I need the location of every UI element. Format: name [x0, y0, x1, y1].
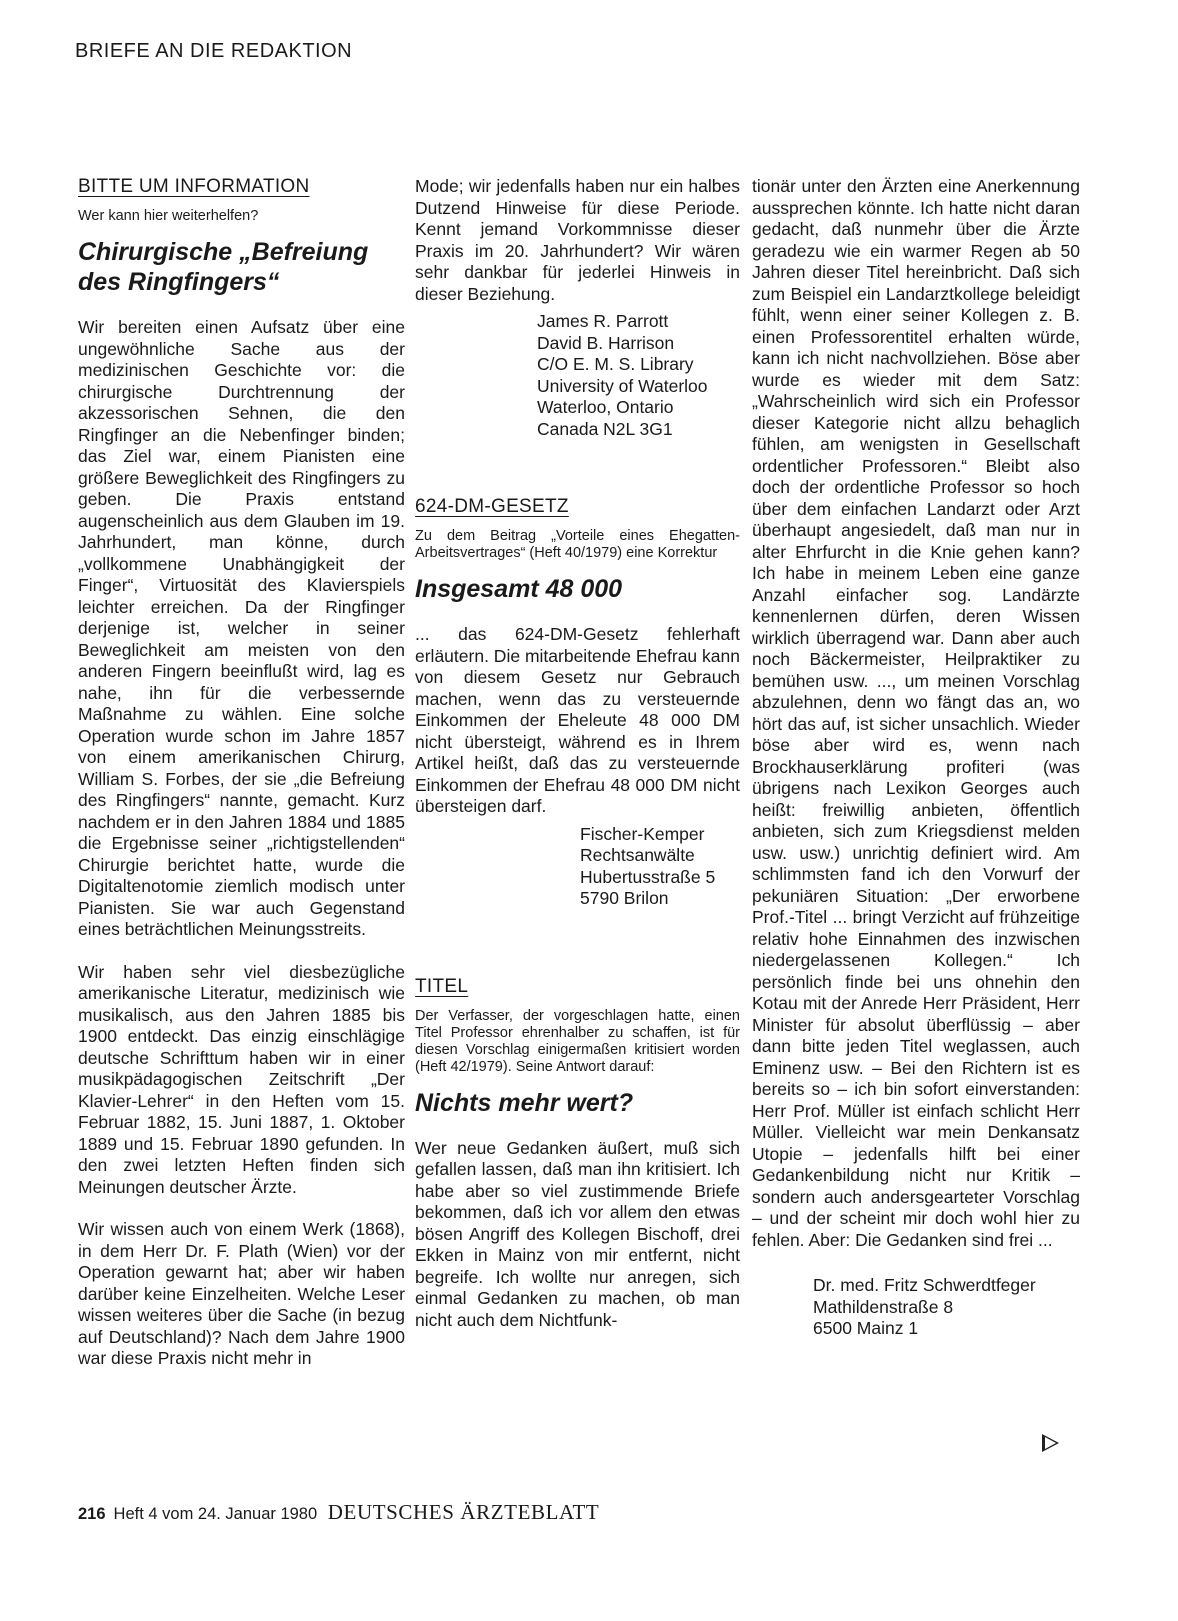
- section-heading-dm-gesetz: 624-DM-GESETZ: [415, 496, 569, 517]
- signature-line: 5790 Brilon: [580, 888, 669, 908]
- issue-info: Heft 4 vom 24. Januar 1980: [113, 1505, 318, 1523]
- signature-line: David B. Harrison: [537, 332, 675, 353]
- signature-line: Rechtsanwälte: [580, 845, 695, 865]
- continue-arrow-icon: [1042, 1434, 1059, 1452]
- article-headline: Chirurgische „Befreiung des Ringfingers“: [78, 238, 369, 296]
- signature-line: 6500 Mainz 1: [813, 1318, 919, 1338]
- column-2: [415, 176, 740, 1331]
- signature-line: Mathildenstraße 8: [813, 1296, 954, 1317]
- signature-block: [580, 824, 740, 910]
- article-intro: Zu dem Beitrag „Vorteile eines Ehegatten-Arbeitsvertrages“ (Heft 40/1979) eine Korrektur: [415, 528, 740, 561]
- page-number: 216: [78, 1505, 106, 1523]
- column-3: [752, 176, 1080, 1340]
- signature-line: Fischer-Kemper: [580, 823, 705, 844]
- section-heading-information: BITTE UM INFORMATION: [78, 176, 310, 197]
- article-intro: Wer kann hier weiterhelfen?: [78, 208, 259, 224]
- signature-line: Canada N2L 3G1: [537, 418, 673, 439]
- signature-line: C/O E. M. S. Library: [537, 354, 694, 374]
- paragraph: Wir haben sehr viel diesbezügliche amerikanische Literatur, medizinisch wie musikalisch, aus den Jahren 1885 bis 1900 entdeckt. Das einzig einschlägige deutsche Schrifttum haben wir in einer musikpädagogischen Zeitschrift „Der Klavier-Lehrer“ in den Heften vom 15. Februar 1882, 15. Juni 1887, 1. Oktober 1889 und 15. Februar 1890 gefunden. In den zwei letzten Heften finden sich Meinungen deutscher Ärzte.: [78, 961, 405, 1197]
- paragraph: tionär unter den Ärzten eine Anerkennung aussprechen könnte. Ich hatte nicht daran gedacht, daß nunmehr über die Ärzte geradezu wie ein warmer Regen ab 50 Jahren dieser Titel hereinbricht. Daß sich zum Beispiel ein Landarztkollege beleidigt fühlt, wenn einer seiner Kollegen z. B. einen Professorentitel erhalten würde, kann ich nicht nachvollziehen. Böse aber wurde es wieder mit dem Satz: „Wahrscheinlich wird sich ein Professor dieser Kategorie nicht allzu behaglich fühlen, am wenigsten in Gesellschaft ordentlicher Professoren.“ Bleibt also doch der ordentliche Professor so hoch über dem einfachen Landarzt oder Arzt überhaupt angesiedelt, daß man nur in alter Ehrfurcht in die Knie gehen kann? Ich habe in meinem Leben eine ganze Anzahl einfacher sog. Landärzte kennenlernen dürfen, deren Wissen wirklich überragend war. Dann aber auch noch Bäckermeister, Heilpraktiker zu bemühen usw. ..., um meinen Vorschlag abzulehnen, denn wo fängt das an, wo hört das auf, ist sicher unsachlich. Wieder böse aber wird es, wenn nach Brockhauserklärung profiteri (was übrigens nach Lexikon Georges auch heißt: freiwillig anbieten, öffentlich anbieten, sich zum Kriegsdienst melden usw. usw.) unrichtig definiert wird. Am schlimmsten fand ich den Vorwurf der pekuniären Situation: „Der erworbene Prof.-Titel ... bringt Verzicht auf frühzeitige relativ hohe Einnahmen des inzwischen niedergelassenen Kollegen.“ Ich persönlich finde bei uns ohnehin den Kotau mit der Anrede Herr Präsident, Herr Minister für absolut überflüssig – aber dann bitte jeden Titel weglassen, auch Eminenz usw. – Bei den Richtern ist es bereits so – ich bin sofort einverstanden: Herr Prof. Müller ist einfach schlicht Herr Müller. Vielleicht war mein Denkansatz Utopie – jedenfalls hilft bei einer Gedankenbildung nicht nur Kritik – sondern auch andersgearteter Vorschlag – und der scheint mir doch wohl hier zu fehlen. Aber: Die Gedanken sind frei ...: [752, 176, 1080, 1250]
- paragraph: Wir bereiten einen Aufsatz über eine ungewöhnliche Sache aus der medizinischen Geschichte vor: die chirurgische Durchtrennung der akzessorischen Sehnen, die den Ringfinger an die Nebenfinger binden; das Ziel war, einem Pianisten eine größere Beweglichkeit des Ringfingers zu geben. Die Praxis entstand augenscheinlich aus dem Glauben im 19. Jahrhundert, man könne, durch „vollkommene Unabhängigkeit der Finger“, Virtuosität des Klavierspiels leichter erreichen. Da der Ringfinger derjenige ist, welcher in seiner Beweglichkeit am meisten von den anderen Fingern beeinflußt wird, lag es nahe, ihn für die verbessernde Maßnahme zu wählen. Eine solche Operation wurde schon im Jahre 1857 von einem amerikanischen Chirurg, William S. Forbes, der sie „die Befreiung des Ringfingers“ nannte, gemacht. Kurz nachdem er in den Jahren 1884 und 1885 die Ergebnisse seiner „richtigstellenden“ Chirurgie berichtet hatte, wurde die Digitaltenotomie ziemlich modisch unter Pianisten. Sie war auch Gegenstand eines beträchtlichen Meinungsstreits.: [78, 317, 405, 939]
- article-body: [78, 317, 405, 1370]
- article-headline: Nichts mehr wert?: [415, 1088, 634, 1117]
- magazine-name: DEUTSCHES ÄRZTEBLATT: [327, 1500, 600, 1524]
- article-body-continued: [415, 176, 740, 305]
- signature-line: Waterloo, Ontario: [537, 397, 674, 417]
- column-1: [78, 176, 405, 1370]
- signature-line: James R. Parrott: [537, 311, 669, 331]
- page-header: BRIEFE AN DIE REDAKTION: [75, 40, 353, 62]
- paragraph: Wir wissen auch von einem Werk (1868), in dem Herr Dr. F. Plath (Wien) vor der Operation gewarnt hat; aber wir haben darüber keine Einzelheiten. Welche Leser wissen weiteres über die Sache (in bezug auf Deutschland)? Nach dem Jahre 1900 war diese Praxis nicht mehr in: [78, 1219, 405, 1368]
- page-footer: [78, 1500, 599, 1525]
- section-heading-titel: TITEL: [415, 975, 469, 997]
- signature-block: [813, 1275, 1080, 1340]
- signature-line: Hubertusstraße 5: [580, 866, 716, 887]
- paragraph: Wer neue Gedanken äußert, muß sich gefallen lassen, daß man ihn kritisiert. Ich habe aber so viel zustimmende Briefe bekommen, daß ich vor allem den etwas bösen Angriff des Kollegen Bischoff, drei Ekken in Mainz von mir entfernt, nicht begreife. Ich wollte nur anregen, sich einmal Gedanken zu machen, ob man nicht auch dem Nichtfunk-: [415, 1137, 740, 1330]
- signature-block: [537, 311, 740, 440]
- article-headline: Insgesamt 48 000: [415, 575, 623, 603]
- article-intro: Der Verfasser, der vorgeschlagen hatte, einen Titel Professor ehrenhalber zu schaffen, ist für diesen Vorschlag einigermaßen kritisiert worden (Heft 42/1979). Seine Antwort darauf:: [415, 1007, 740, 1075]
- signature-line: University of Waterloo: [537, 375, 708, 396]
- article-body: [415, 624, 740, 818]
- article-body: [415, 1138, 740, 1332]
- article-body-continued: [752, 176, 1080, 1251]
- paragraph: ... das 624-DM-Gesetz fehlerhaft erläutern. Die mitarbeitende Ehefrau kann von diesem Gesetz nur Gebrauch machen, wenn das zu versteuernde Einkommen der Eheleute 48 000 DM nicht übersteigt, während es in Ihrem Artikel heißt, daß das zu versteuernde Einkommen der Ehefrau 48 000 DM nicht übersteigen darf.: [415, 624, 740, 816]
- signature-line: Dr. med. Fritz Schwerdtfeger: [813, 1275, 1036, 1295]
- paragraph: Mode; wir jedenfalls haben nur ein halbes Dutzend Hinweise für diese Periode. Kennt jemand Vorkommnisse dieser Praxis im 20. Jahrhundert? Wir wären sehr dankbar für jederlei Hinweis in dieser Beziehung.: [415, 176, 740, 304]
